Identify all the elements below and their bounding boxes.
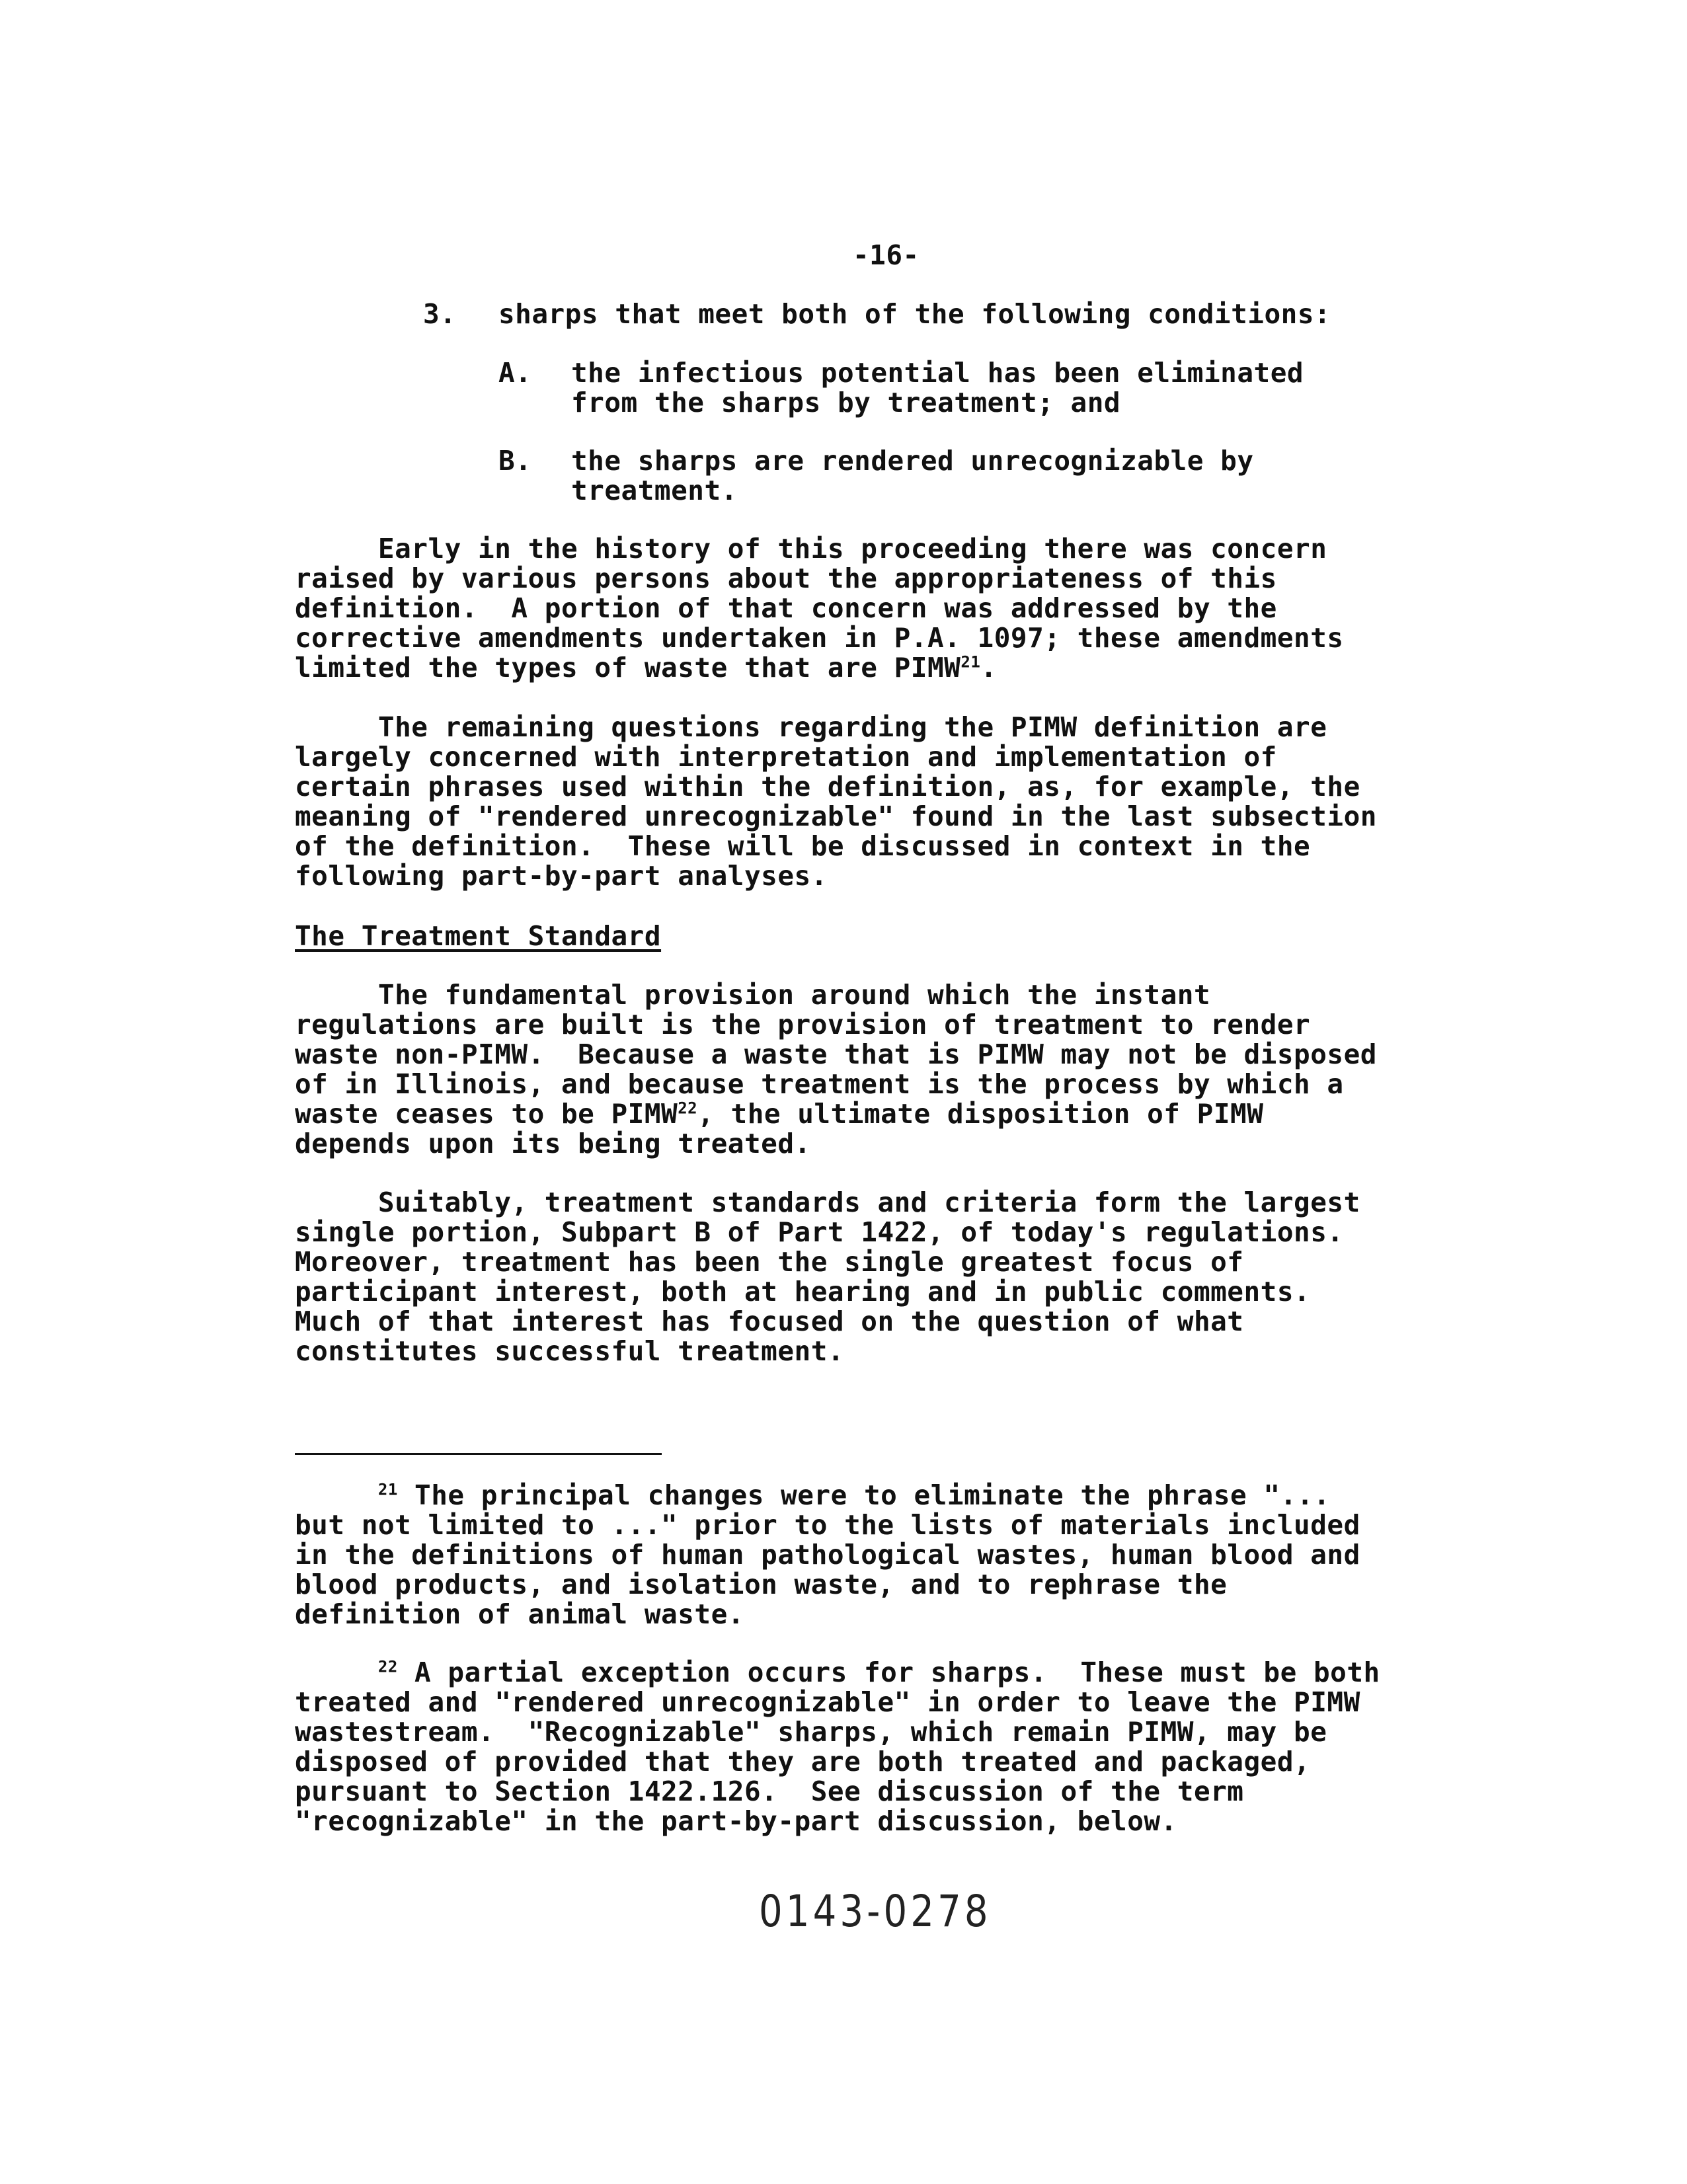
footnote-marker-21: 21	[377, 1480, 398, 1499]
footnote-reference-22: 22	[678, 1099, 698, 1118]
paragraph-treatment-standards: Suitably, treatment standards and criteria form the largest single portion, Subpart B of Part 1422, of today's regulations. Moreover, treatment has been the single greatest focus of participant interest, both at hearing and in public comments. Much of that interest has focused on the question of what constitutes successful treatment.	[295, 1187, 1360, 1367]
paragraph-history-text: Early in the history of this proceeding there was concern raised by various persons about the appropriateness of this definition. A portion of that concern was addressed by the corrective amendments undertaken in P.A. 1097; these amendments limited the types of waste that are PIMW	[295, 533, 1344, 683]
paragraph-fundamental-end: , the ultimate disposition of PIMW depends upon its being treated.	[295, 1098, 1264, 1159]
page-number: -16-	[853, 239, 920, 271]
paragraph-fundamental-text: The fundamental provision around which the instant regulations are built is the provision of treatment to render waste non-PIMW. Because a waste that is PIMW may not be disposed of in Illinois, and because treatment is the process by which a waste ceases to be PIMW	[295, 979, 1377, 1130]
footnote-21	[295, 1481, 1360, 1629]
footnote-reference-21: 21	[961, 652, 981, 672]
section-heading: The Treatment Standard	[295, 920, 662, 952]
subitem-b-letter: B.	[498, 445, 532, 477]
list-item-text: sharps that meet both of the following conditions:	[498, 298, 1331, 330]
paragraph-history	[295, 534, 1344, 683]
footnote-marker-22: 22	[377, 1657, 398, 1676]
list-item-number: 3.	[423, 298, 457, 330]
subitem-a-text: the infectious potential has been eliminated from the sharps by treatment; and	[571, 357, 1304, 418]
footnote-21-text: The principal changes were to eliminate the phrase "... but not limited to ..." prior to the lists of materials included in the definitions of human pathological wastes, human blood and blood products, and isolation waste, and to rephrase the definition of animal waste.	[295, 1479, 1360, 1630]
footnote-divider	[295, 1453, 662, 1455]
subitem-a-letter: A.	[498, 357, 532, 389]
footnote-22-text: A partial exception occurs for sharps. These must be both treated and "rendered unrecognizable" in order to leave the PIMW wastestream. "Recognizable" sharps, which remain PIMW, may be disposed of provided that they are both treated and packaged, pursuant to Section 1422.126. See discussion of the term "recognizable" in the part-by-part discussion, below.	[295, 1657, 1380, 1837]
paragraph-remaining-questions: The remaining questions regarding the PIMW definition are largely concerned with interpretation and implementation of certain phrases used within the definition, as, for example, the meaning of "rendered unrecognizable" found in the last subsection of the definition. These will be discussed in context in the following part-by-part analyses.	[295, 711, 1377, 892]
footnote-22	[295, 1658, 1380, 1836]
document-id-stamp: 0143-0278	[759, 1886, 992, 1937]
paragraph-history-end: .	[980, 652, 998, 683]
paragraph-fundamental-provision	[295, 980, 1377, 1159]
subitem-b-text: the sharps are rendered unrecognizable by treatment.	[571, 445, 1254, 506]
